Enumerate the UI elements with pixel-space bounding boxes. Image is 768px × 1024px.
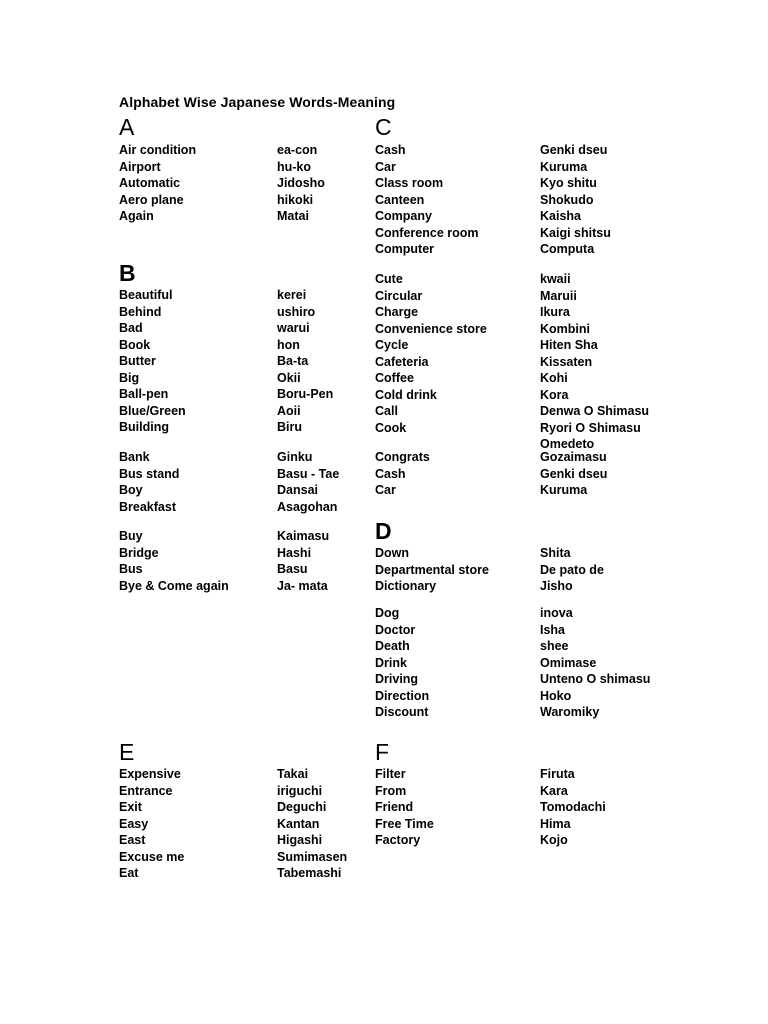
english-word: Filter — [375, 767, 406, 781]
japanese-meaning: Shokudo — [540, 192, 594, 207]
english-word: Cash — [375, 143, 406, 157]
japanese-meaning: Maruii — [540, 288, 577, 303]
japanese-meaning: Aoii — [277, 403, 301, 418]
english-word: Beautiful — [119, 288, 173, 302]
english-word: Dog — [375, 606, 400, 620]
english-word: Automatic — [119, 176, 181, 190]
japanese-meaning: Matai — [277, 209, 309, 223]
english-word: Cute — [375, 272, 403, 286]
japanese-meaning: Firuta — [540, 767, 575, 781]
japanese-meaning: Basu - Tae — [277, 466, 340, 481]
section-letter-d: D — [375, 518, 392, 544]
section-letter-c: C — [375, 114, 392, 140]
japanese-meaning: Hashi — [277, 545, 312, 560]
english-word: Buy — [119, 529, 143, 543]
english-word: Eat — [119, 866, 139, 880]
japanese-meaning: iriguchi — [277, 783, 323, 798]
japanese-meaning: Ginku — [277, 450, 313, 464]
english-word: Charge — [375, 305, 419, 319]
japanese-meaning: warui — [277, 321, 310, 335]
english-word: Bye & Come again — [119, 578, 229, 593]
japanese-meaning: Hima — [540, 816, 571, 831]
english-word: Driving — [375, 672, 419, 686]
japanese-meaning: Kantan — [277, 816, 320, 831]
page-title: Alphabet Wise Japanese Words-Meaning — [119, 94, 396, 110]
japanese-meaning: Unteno O shimasu — [540, 672, 651, 686]
english-word: Convenience store — [375, 321, 487, 336]
english-word: Car — [375, 483, 396, 497]
japanese-meaning: Shita — [540, 546, 571, 560]
english-word: Bad — [119, 321, 143, 335]
japanese-meaning: Tabemashi — [277, 866, 342, 880]
japanese-meaning: kerei — [277, 288, 307, 302]
japanese-meaning: Kaisha — [540, 209, 581, 223]
japanese-meaning: hu-ko — [277, 159, 312, 174]
japanese-meaning: ushiro — [277, 304, 316, 319]
english-word: Exit — [119, 800, 142, 814]
japanese-meaning: Denwa O Shimasu — [540, 404, 650, 418]
section-letter-b: B — [119, 260, 136, 286]
english-word: Cold drink — [375, 387, 437, 402]
english-word: Book — [119, 337, 151, 352]
english-word: Butter — [119, 354, 156, 368]
japanese-meaning: shee — [540, 639, 569, 653]
english-word: Circular — [375, 288, 423, 303]
japanese-meaning: inova — [540, 606, 573, 620]
japanese-meaning: Deguchi — [277, 800, 327, 814]
english-word: Drink — [375, 655, 407, 670]
english-word: Cycle — [375, 338, 409, 352]
japanese-meaning: Omedeto — [540, 437, 595, 451]
japanese-meaning: Ba-ta — [277, 354, 309, 368]
section-letter-a: A — [119, 114, 135, 140]
japanese-meaning: Hiten Sha — [540, 338, 598, 352]
english-word: Free Time — [375, 816, 434, 831]
japanese-meaning: Gozaimasu — [540, 450, 607, 464]
english-word: Friend — [375, 800, 414, 814]
japanese-meaning: Kuruma — [540, 159, 588, 174]
english-word: Ball-pen — [119, 387, 169, 401]
japanese-meaning: Genki dseu — [540, 143, 608, 157]
japanese-meaning: Basu — [277, 562, 308, 576]
japanese-meaning: Asagohan — [277, 499, 338, 514]
english-word: Company — [375, 209, 432, 223]
english-word: Behind — [119, 304, 162, 319]
english-word: Bridge — [119, 545, 159, 560]
english-word: Bus stand — [119, 466, 180, 481]
japanese-meaning: Genki dseu — [540, 466, 608, 481]
japanese-meaning: De pato de — [540, 562, 604, 577]
japanese-meaning: hon — [277, 337, 300, 352]
japanese-meaning: Kohi — [540, 371, 568, 385]
japanese-meaning: Kara — [540, 783, 568, 798]
english-word: Discount — [375, 705, 429, 719]
english-word: Entrance — [119, 783, 173, 798]
english-word: Down — [375, 546, 410, 560]
english-word: Building — [119, 420, 169, 434]
english-word: Congrats — [375, 450, 430, 464]
english-word: Bus — [119, 562, 143, 576]
english-word: Again — [119, 209, 154, 223]
japanese-meaning: kwaii — [540, 272, 571, 286]
japanese-meaning: ea-con — [277, 143, 318, 157]
japanese-meaning: Ikura — [540, 305, 570, 319]
japanese-meaning: Tomodachi — [540, 800, 606, 814]
japanese-meaning: Okii — [277, 370, 301, 385]
section-letter-e: E — [119, 739, 135, 765]
english-word: Death — [375, 639, 410, 653]
japanese-meaning: Kyo shitu — [540, 176, 597, 190]
english-word: Easy — [119, 816, 149, 831]
english-word: Direction — [375, 688, 430, 703]
english-word: Expensive — [119, 767, 181, 781]
japanese-meaning: Higashi — [277, 833, 323, 847]
japanese-meaning: Kissaten — [540, 354, 593, 369]
english-word: Doctor — [375, 622, 416, 637]
english-word: Aero plane — [119, 192, 184, 207]
english-word: Conference room — [375, 225, 479, 240]
english-word: Air condition — [119, 143, 197, 157]
japanese-meaning: Dansai — [277, 483, 318, 497]
english-word: Dictionary — [375, 579, 437, 593]
english-word: Breakfast — [119, 499, 176, 514]
english-word: Car — [375, 159, 396, 174]
japanese-meaning: Kombini — [540, 321, 590, 336]
japanese-meaning: Isha — [540, 622, 566, 637]
japanese-meaning: Kora — [540, 387, 569, 402]
japanese-meaning: Sumimasen — [277, 849, 348, 864]
english-word: Cafeteria — [375, 354, 429, 369]
english-word: Excuse me — [119, 849, 185, 864]
english-word: Airport — [119, 159, 161, 174]
english-word: Big — [119, 370, 140, 385]
japanese-meaning: Jidosho — [277, 176, 325, 190]
japanese-meaning: Kuruma — [540, 483, 588, 497]
english-word: Call — [375, 404, 398, 418]
japanese-meaning: Kojo — [540, 833, 568, 847]
japanese-meaning: Computa — [540, 242, 595, 256]
japanese-meaning: Kaigi shitsu — [540, 225, 611, 240]
japanese-meaning: Hoko — [540, 688, 572, 703]
japanese-meaning: hikoki — [277, 192, 314, 207]
japanese-meaning: Jisho — [540, 579, 573, 593]
japanese-meaning: Waromiky — [540, 705, 600, 719]
english-word: Class room — [375, 176, 444, 190]
japanese-meaning: Ja- mata — [277, 578, 328, 593]
english-word: East — [119, 833, 146, 847]
english-word: Blue/Green — [119, 403, 186, 418]
japanese-meaning: Takai — [277, 767, 309, 781]
section-letter-f: F — [375, 739, 390, 765]
japanese-meaning: Omimase — [540, 655, 597, 670]
english-word: Cash — [375, 466, 406, 481]
english-word: From — [375, 783, 407, 798]
japanese-meaning: Biru — [277, 420, 302, 434]
english-word: Canteen — [375, 192, 425, 207]
english-word: Coffee — [375, 371, 414, 385]
english-word: Cook — [375, 420, 407, 435]
japanese-meaning: Boru-Pen — [277, 387, 334, 401]
english-word: Factory — [375, 833, 421, 847]
japanese-meaning: Ryori O Shimasu — [540, 420, 641, 435]
english-word: Departmental store — [375, 562, 489, 577]
japanese-meaning: Kaimasu — [277, 529, 330, 543]
english-word: Bank — [119, 450, 150, 464]
english-word: Boy — [119, 483, 143, 497]
english-word: Computer — [375, 242, 435, 256]
